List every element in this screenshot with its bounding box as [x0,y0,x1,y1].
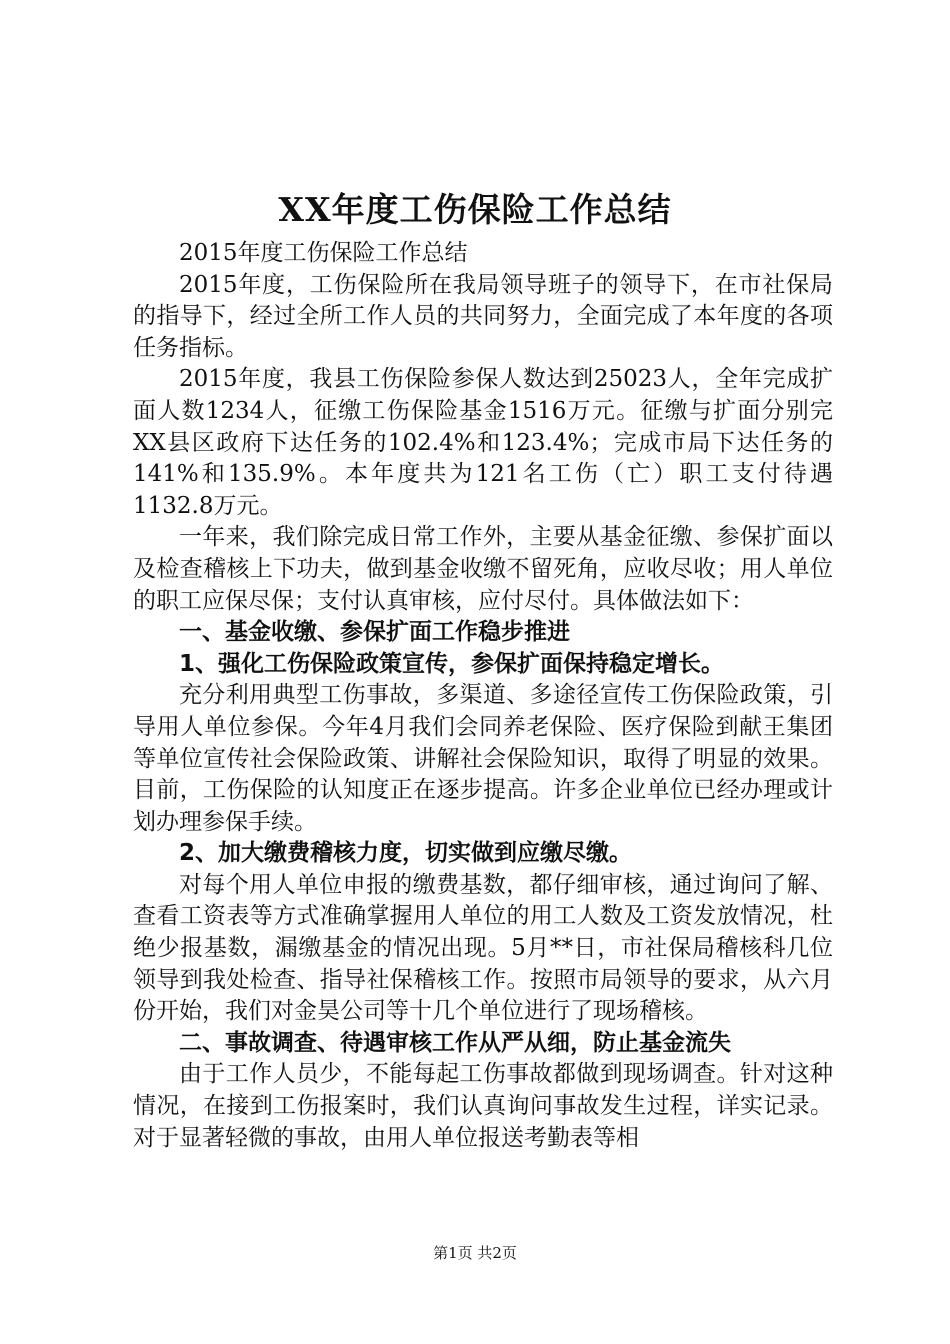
section-heading-2: 二、事故调查、待遇审核工作从严从细，防止基金流失 [179,1029,731,1056]
paragraph-subtitle: 2015年度工伤保险工作总结 [179,240,468,266]
subsection-heading-1: 1、强化工伤保险政策宣传，参保扩面保持稳定增长。 [179,650,725,677]
section-heading-1: 一、基金收缴、参保扩面工作稳步推进 [179,619,570,646]
page-number-footer: 第1页 共2页 [433,1244,517,1262]
paragraph-audit: 对每个用人单位申报的缴费基数，都仔细审核，通过询问了解、查看工资表等方式准确掌握用人单位的用工人数及工资发放情况，杜绝少报基数，漏缴基金的情况出现。5月**日，市社保局稽核科几位领导到我处检查、指导社保稽核工作。按照市局领导的要求，从六月份开始，我们对金昊公司等十几个单位进行了现场稽核。 [133,871,833,1025]
paragraph-publicity: 充分利用典型工伤事故，多渠道、多途径宣传工伤保险政策，引导用人单位参保。今年4月我们会同养老保险、医疗保险到献王集团等单位宣传社会保险政策、讲解社会保险知识，取得了明显的效果。目前，工伤保险的认知度正在逐步提高。许多企业单位已经办理或计划办理参保手续。 [133,682,833,835]
paragraph-investigation: 由于工作人员少，不能每起工伤事故都做到现场调查。针对这种情况，在接到工伤报案时，我们认真询问事故发生过程，详实记录。对于显著轻微的事故，由用人单位报送考勤表等相 [133,1061,833,1151]
document-body [133,238,833,1154]
document-title: XX年度工伤保险工作总结 [278,190,672,229]
paragraph-statistics: 2015年度，我县工伤保险参保人数达到25023人，全年完成扩面人数1234人，征缴工伤保险基金1516万元。征缴与扩面分别完XX县区政府下达任务的102.4%和123.4%；完成市局下达任务的141%和135.9%。本年度共为121名工伤（亡）职工支付待遇1132.8万元。 [133,366,833,519]
paragraph-intro: 2015年度，工伤保险所在我局领导班子的领导下，在市社保局的指导下，经过全所工作人员的共同努力，全面完成了本年度的各项任务指标。 [133,271,833,361]
subsection-heading-2: 2、加大缴费稽核力度，切实做到应缴尽缴。 [179,840,633,867]
paragraph-overview: 一年来，我们除完成日常工作外，主要从基金征缴、参保扩面以及检查稽核上下功夫，做到基金收缴不留死角，应收尽收；用人单位的职工应保尽保；支付认真审核，应付尽付。具体做法如下： [133,524,833,614]
